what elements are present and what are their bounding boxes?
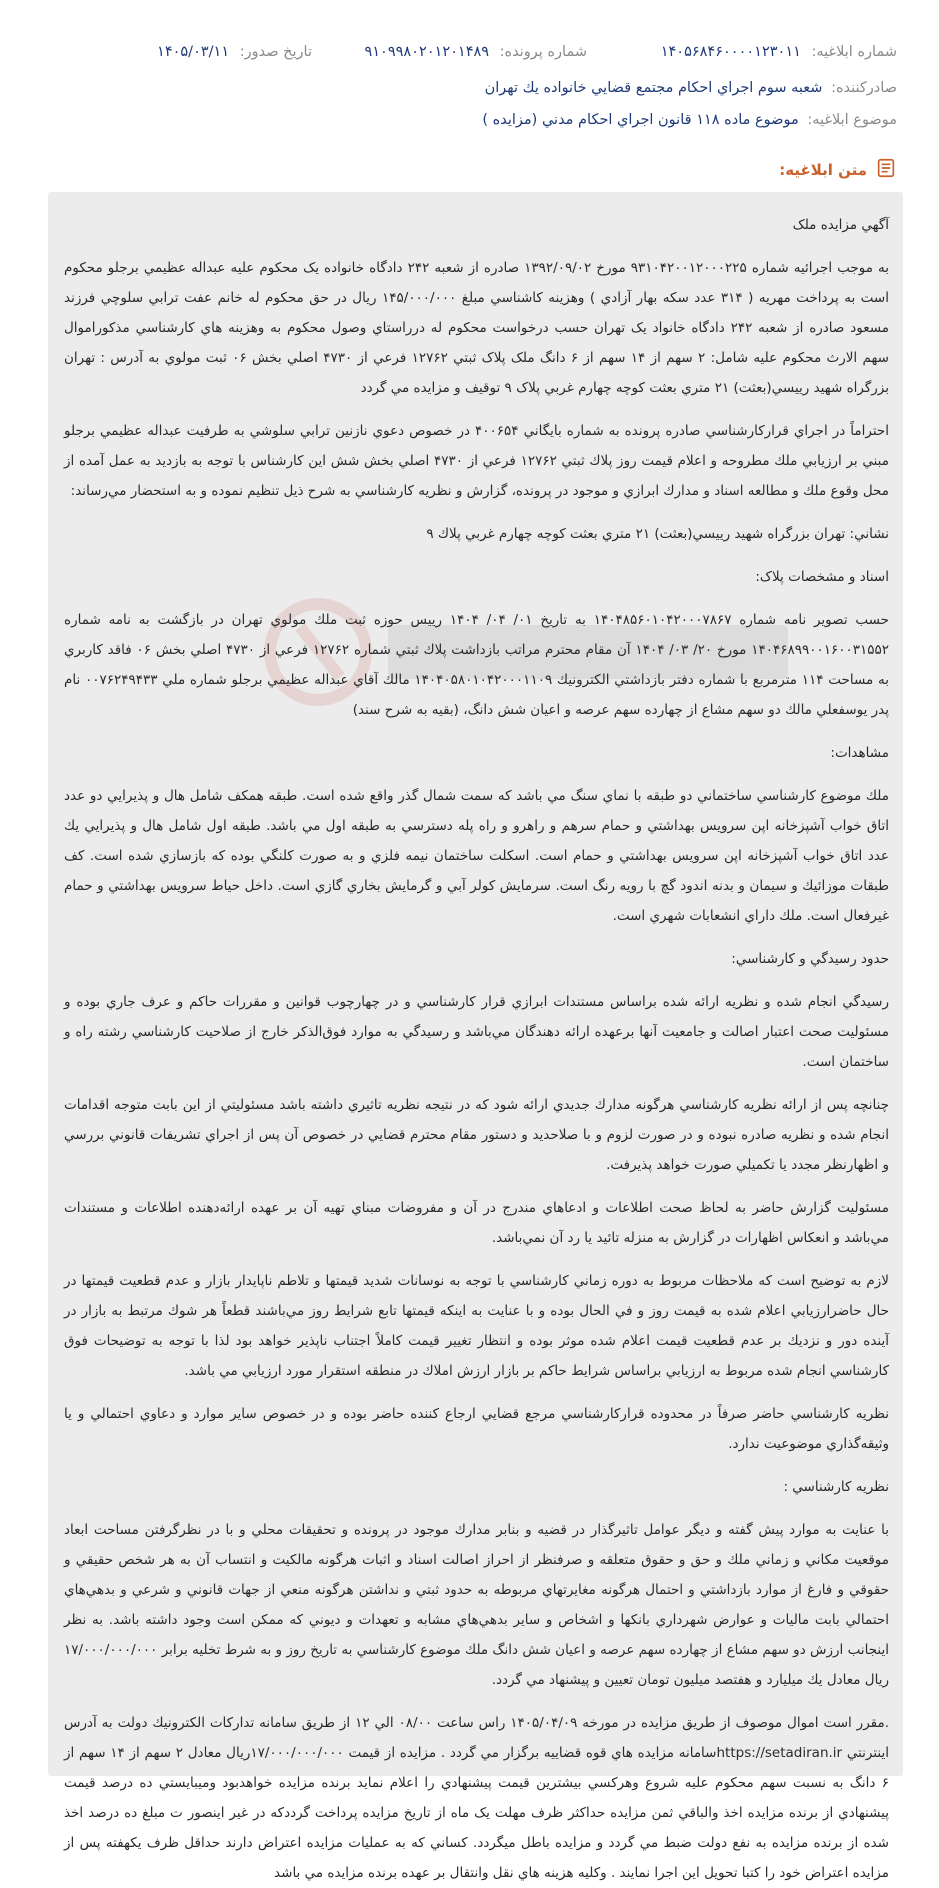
case-number — [364, 44, 587, 60]
body-paragraph: لازم به توضيح است كه ملاحظات مربوط به دوره زماني كارشناسي با توجه به نوسانات شديد قيمتها و تلاطم ناپايدار بازار و عدم قطعيت قيمتها در حال حاضرارزيابي اعلام شده به قيمت روز و في الحال بوده و با عنايت به اينكه قيمتها تابع شرايط روز مي‌باشند قطعاً هر شوك مرتبط به بازار در آينده دور و نزديك بر عدم قطعيت قيمت اعلام شده موثر بوده و انتظار تغيير قيمت كاملاً اجتناب ناپذير خواهد بود لذا با توجه به توضيحات فوق كارشناسي انجام شده مربوط به ارزيابي براساس شرايط حاكم بر بازار ارزش املاك در منطقه استقرار مورد ارزيابي مي باشد. — [64, 1273, 889, 1379]
issue-date-label: تاریخ صدور: — [239, 44, 312, 60]
body-paragraph: رسيدگي انجام شده و نظريه ارائه شده براساس مستندات ابرازي قرار كارشناسي و در چهارچوب قوانين و مقررات حاكم و عرف جاري بوده و مسئوليت صحت اعتبار اصالت و جامعيت آنها برعهده ارائه دهندگان مي‌باشد و رسيدگي به موارد فوق‌الذكر خارج از صلاحيت كارشناسي رشته راه و ساختمان است. — [64, 994, 889, 1070]
body-paragraph: با عنايت به موارد پيش گفته و ديگر عوامل تاثيرگذار در قضيه و بنابر مدارك موجود در پرونده و تحقيقات محلي و با در نظرگرفتن مساحت ابعاد موقعيت مكاني و زماني ملك و حق و حقوق متعلقه و صرفنظر از احراز اصالت اسناد و اثبات هرگونه مالكيت و انتساب آن به هر شخص حقيقي و حقوقي و فارغ از موارد بازداشتي و احتمال هرگونه مغايرتهاي مربوطه به حدود ثبتي و نداشتن هرگونه منعي از جهات قانوني و شرعي و بدهي‌هاي احتمالي بابت ماليات و عوارض شهرداري بانكها و اشخاص و ساير بدهي‌هاي مشابه و تعهدات و ديوني كه ممكن است وجود داشته باشد. به نظر اينجانب ارزش دو سهم مشاع از چهارده سهم عرصه و اعيان شش دانگ ملك موضوع كارشناسي به تاريخ روز و به شرط تخليه برابر ۱۷/۰۰۰/۰۰۰/۰۰۰ ريال معادل يك ميليارد و هفتصد ميليون تومان تعيين و پيشنهاد مي گردد. — [64, 1522, 889, 1688]
issuer-value: شعبه سوم اجراي احکام مجتمع قضايي خانواده يك تهران — [484, 80, 823, 96]
body-paragraph: حسب تصوير نامه شماره ۱۴۰۴۸۵۶۰۱۰۴۲۰۰۰۷۸۶۷ به تاريخ ۰۱/ ۰۴/ ۱۴۰۴ رييس حوزه ثبت ملك مولوي تهران در بازگشت به نامه شماره ۱۴۰۴۶۸۹۹۰۰۱۶۰۰۳۱۵۵۲ مورخ ۲۰/ ۰۳/ ۱۴۰۴ آن مقام محترم مراتب بازداشت پلاك ثبتي شماره ۱۲۷۶۲ فرعي از ۴۷۳۰ اصلي بخش ۰۶ فاقد كاربري به مساحت ۱۱۴ مترمربع با شماره دفتر بازداشتي الكترونيك ۱۴۰۴۰۵۸۰۱۰۴۲۰۰۰۱۱۰۹ مالك آقاي عبداله عظيمي برجلو شماره ملي ۰۰۷۶۲۴۹۴۳۳ نام پدر يوسفعلي مالك دو سهم مشاع از چهارده سهم عرصه و اعيان شش دانگ، (بقيه به شرح سند) — [64, 612, 890, 718]
notice-number — [661, 44, 897, 60]
observations-heading: مشاهدات: — [830, 745, 889, 761]
notice-meta-row — [42, 44, 897, 68]
body-paragraph: چنانچه پس از ارائه نظريه كارشناسي هرگونه مدارك جديدي ارائه شود كه در نتيجه نظريه تاثيري داشته باشد مسئوليتي از اين بابت متوجه اقدامات انجام شده و نظريه صادره نبوده و در صورت لزوم و با صلاحديد و دستور مقام محترم قضايي در خصوص آن پس از اجراي تشريفات قانوني بررسي و اظهارنظر مجدد يا تكميلي صورت خواهد پذيرفت. — [64, 1097, 889, 1173]
auction-terms-paragraph: .مقرر است اموال موصوف از طريق مزايده در مورخه ۱۴۰۵/۰۴/۰۹ راس ساعت ۰۸/۰۰ الي ۱۲ از طريق سامانه تداركات الكترونيك دولت به آدرس اينترنتي https://setadiran.irسامانه مزايده هاي قوه قضاييه برگزار مي گردد . مزايده از قيمت ۱۷/۰۰۰/۰۰۰/۰۰۰ريال معادل ۲ سهم از ۱۴ سهم از ۶ دانگ به نسبت سهم محکوم عليه شروع وهرکسي بيشترين قيمت پيشنهادي را اعلام نمايد برنده مزايده خواهدبود وميبايستي ده درصد قيمت پيشنهادي از برنده مزايده اخذ والباقي ثمن مزايده حداکثر ظرف مهلت يک ماه از تاريخ مزايده پرداخت گرددکه در غير اينصور ت مبلغ ده درصد اخذ شده از برنده مزايده به نفع دولت ضبط مي گردد و مزايده باطل ميگردد. کساني که به عمليات مزايده اعتراض دارند حداقل ظرف يکهفته پس از مزايده اعتراض خود را کتبا تحويل اين اجرا نمايند . وکليه هزينه هاي نقل وانتقال بر عهده برنده مزايده مي باشد — [64, 1715, 890, 1881]
notice-text-title: متن ابلاغیه: — [779, 161, 867, 179]
notice-document-icon — [875, 157, 897, 183]
case-number-label: شماره پرونده: — [499, 44, 587, 60]
issuer-row — [485, 80, 897, 96]
notice-body-panel — [48, 192, 903, 1881]
body-paragraph: به موجب اجرائيه شماره ۹۳۱۰۴۲۰۰۱۲۰۰۰۲۲۵ مورخ ۱۳۹۲/۰۹/۰۲ صادره از شعبه ۲۴۲ دادگاه خانواده يک محکوم عليه عبداله عظيمي برجلو محکوم است به پرداخت مهريه ( ۳۱۴ عدد سکه بهار آزادي ) وهزينه کاشناسي مبلغ ۱۴۵/۰۰۰/۰۰۰ ريال در حق محکوم له خانم عفت ترابي سلوچي فرزند مسعود صادره از شعبه ۲۴۲ دادگاه خانواد يک تهران حسب درخواست محکوم له درراستاي وصول محکوم به وهزينه هاي کارشناسي مذکوراموال سهم الارث محکوم عليه شامل: ۲ سهم از ۱۴ سهم از ۶ دانگ ملک پلاک ثبتي ۱۲۷۶۲ فرعي از ۴۷۳۰ اصلي بخش ۰۶ ثبت مولوي به آدرس : تهران بزرگراه شهيد رييسي(بعثت) ۲۱ متري بعثت کوچه چهارم غربي پلاک ۹ توقيف و مزايده مي گردد — [64, 260, 889, 396]
notice-body — [64, 210, 890, 1881]
docs-heading: اسناد و مشخصات پلاک: — [755, 569, 889, 585]
issue-date — [157, 44, 312, 60]
subject-value: موضوع ماده ۱۱۸ قانون اجراي احکام مدني (مزايده ) — [482, 112, 799, 128]
body-paragraph: مسئوليت گزارش حاضر به لحاظ صحت اطلاعات و ادعاهاي مندرج در آن و مفروضات مبناي تهيه آن بر عهده ارائه‌دهنده اطلاعات و مستندات مي‌باشد و انعكاس اظهارات در گزارش به منزله تائيد يا رد آن نمي‌باشد. — [64, 1200, 889, 1246]
notice-text-heading — [779, 159, 897, 181]
subject-label: موضوع ابلاغیه: — [807, 112, 897, 128]
issue-date-value: ۱۴۰۵/۰۳/۱۱ — [157, 44, 230, 60]
expert-opinion-heading: نظريه كارشناسي : — [783, 1479, 889, 1495]
review-scope-heading: حدود رسيدگي و كارشناسي: — [731, 951, 889, 967]
notice-number-label: شماره ابلاغیه: — [811, 44, 897, 60]
body-paragraph: نظريه كارشناسي حاضر صرفاً در محدوده قراركارشناسي مرجع قضايي ارجاع كننده حاضر بوده و در خصوص ساير موارد و دعاوي احتمالي و يا وثيقه‌گذاري موضوعيت ندارد. — [64, 1406, 889, 1452]
body-paragraph: ملك موضوع كارشناسي ساختماني دو طبقه با نماي سنگ مي باشد كه سمت شمال گذر واقع شده است. طبقه همكف شامل هال و پذيرايي دو عدد اتاق خواب آشپزخانه اپن سرويس بهداشتي و حمام سرهم و راهرو و راه پله دسترسي به طبقه اول مي باشد. طبقه اول شامل هال و پذيرايي يك عدد اتاق خواب آشپزخانه اپن سرويس بهداشتي و حمام است. اسكلت ساختمان نيمه فلزي و به صورت كلنگي بوده كه بازسازي شده است. كف طبقات موزائيك و سيمان و بدنه اندود گچ با رويه رنگ است. سرمايش كولر آبي و گرمايش بخاري گازي است. داخل حياط سرويس بهداشتي و حمام غيرفعال است. ملك داراي انشعابات شهري است. — [64, 788, 889, 924]
subject-row — [482, 112, 897, 128]
address-line: نشاني: تهران بزرگراه شهيد رييسي(بعثت) ۲۱ متري بعثت كوچه چهارم غربي پلاك ۹ — [426, 526, 889, 542]
auction-title: آگهي مزايده ملک — [792, 217, 889, 233]
notice-number-value: ۱۴۰۵۶۸۴۶۰۰۰۰۱۲۳۰۱۱ — [660, 44, 801, 60]
case-number-value: ۹۱۰۹۹۸۰۲۰۱۲۰۱۴۸۹ — [364, 44, 490, 60]
issuer-label: صادرکننده: — [831, 80, 897, 96]
body-paragraph: احتراماً در اجراي قرارکارشناسي صادره پرونده به شماره بايگاني ۴۰۰۶۵۴ در خصوص دعوي نازنين ترابي سلوشي به طرفيت عبداله عظيمي برجلو مبني بر ارزيابي ملك مطروحه و اعلام قيمت روز پلاك ثبتي ۱۲۷۶۲ فرعي از ۴۷۳۰ اصلي بخش شش اين كارشناس با توجه به بازديد به عمل آمده از محل وقوع ملك و مطالعه اسناد و مدارك ابرازي و موجود در پرونده، گزارش و نظريه كارشناسي به شرح ذيل تنظيم نموده و به استحضار مي‌رساند: — [64, 423, 889, 499]
